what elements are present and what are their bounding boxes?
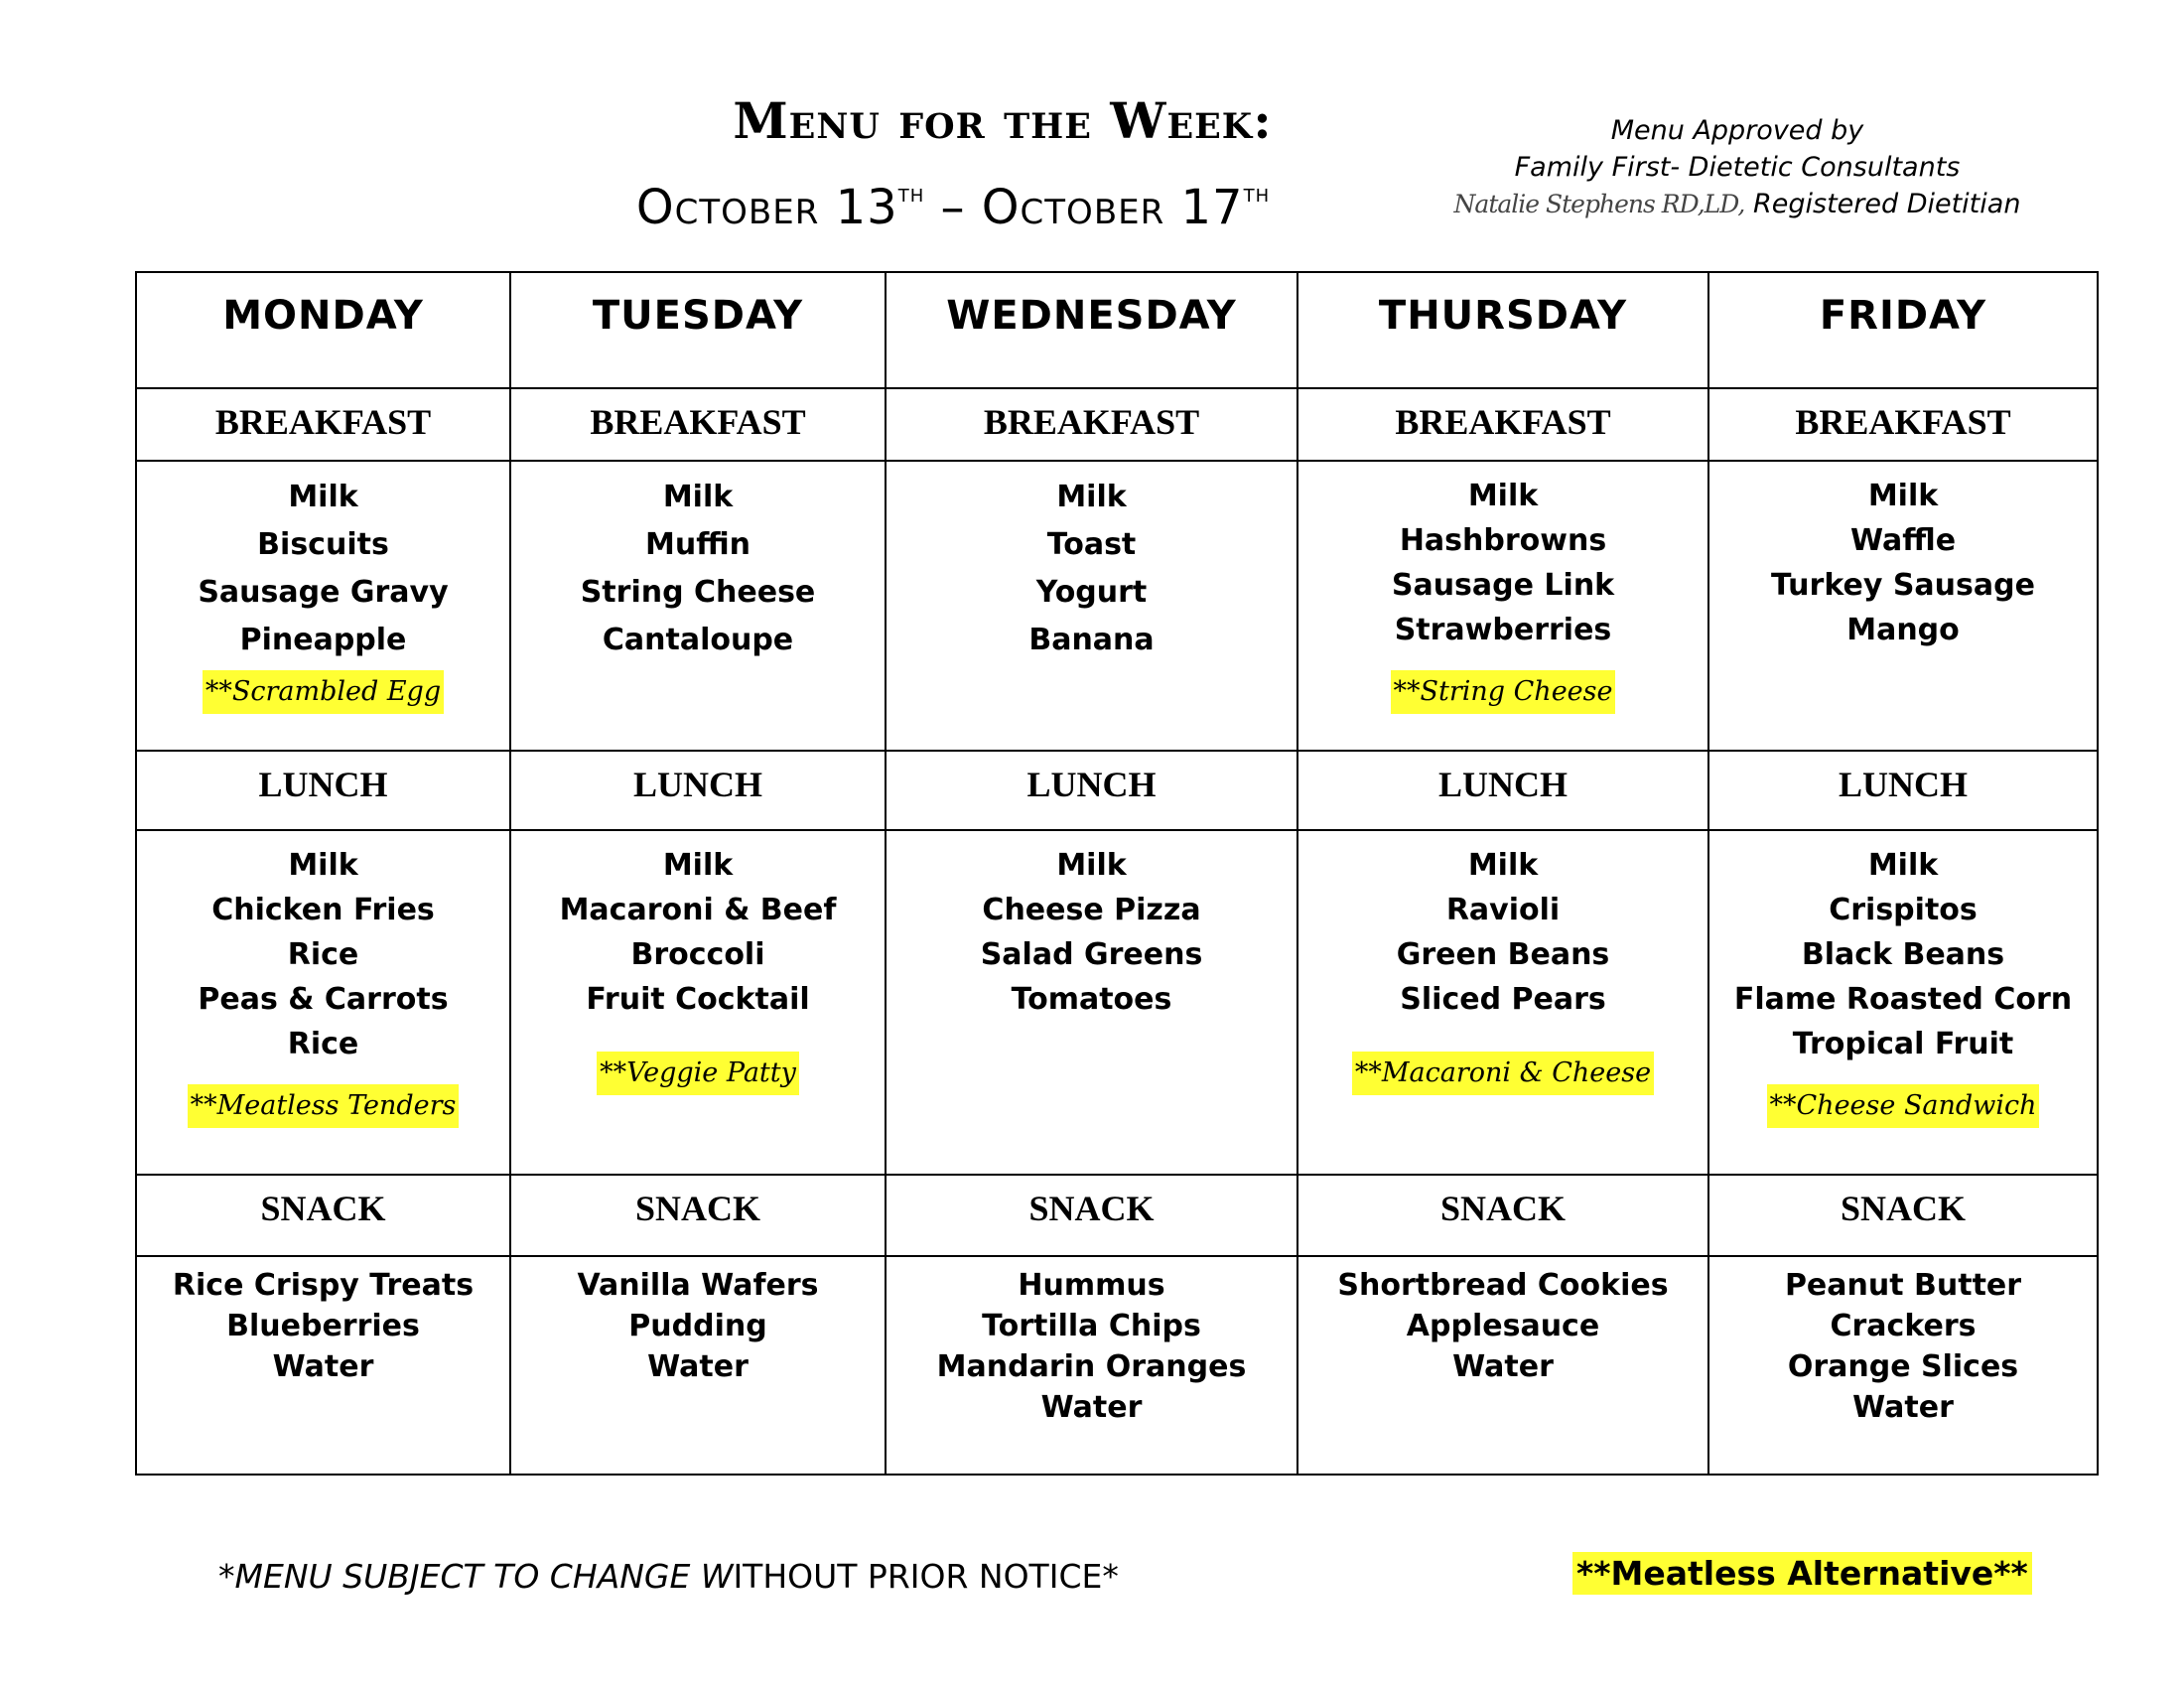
menu-item: Ravioli — [1445, 892, 1561, 927]
day-cell-thursday — [1297, 272, 1708, 388]
menu-item: Crispitos — [1829, 892, 1978, 927]
menu-item: Hashbrowns — [1399, 522, 1607, 558]
day-cell-tuesday — [510, 272, 886, 388]
menu-item: Water — [272, 1349, 374, 1385]
menu-item: Muffin — [644, 526, 751, 562]
breakfast-header-row — [136, 388, 2098, 460]
lunch-items-tuesday — [510, 830, 886, 1175]
approval-line-3 — [1430, 186, 2045, 222]
menu-item: Peanut Butter — [1784, 1268, 2022, 1304]
meatless-alternative: **Meatless Tenders — [188, 1084, 460, 1128]
menu-item: Banana — [1028, 622, 1155, 657]
meatless-alternative: **String Cheese — [1391, 670, 1616, 714]
day-cell-monday — [136, 272, 510, 388]
approval-line-2: Family First- Dietetic Consultants — [1514, 152, 1961, 183]
menu-item: Rice Crispy Treats — [172, 1268, 475, 1304]
start-suffix: th — [897, 179, 925, 209]
meatless-alternative: **Veggie Patty — [597, 1052, 799, 1095]
breakfast-items-thursday — [1297, 461, 1708, 751]
menu-item: Water — [1852, 1390, 1954, 1426]
menu-item: Milk — [662, 847, 734, 883]
snack-label-wednesday: SNACK — [886, 1175, 1297, 1256]
end-suffix: th — [1243, 179, 1271, 209]
approval-line-1: Menu Approved by — [1610, 115, 1864, 146]
dietitian-signature: Natalie Stephens RD,LD, — [1453, 190, 1745, 218]
menu-item: Pineapple — [239, 622, 407, 657]
menu-item: Water — [1452, 1349, 1554, 1385]
breakfast-label-monday: BREAKFAST — [136, 388, 510, 460]
start-month: October — [635, 180, 820, 235]
menu-item: Cheese Pizza — [982, 892, 1201, 927]
breakfast-items-wednesday — [886, 461, 1297, 751]
menu-item: Hummus — [1018, 1268, 1165, 1304]
menu-item: Water — [1040, 1390, 1143, 1426]
day-name-wednesday: WEDNESDAY — [946, 293, 1237, 339]
lunch-header-row — [136, 751, 2098, 830]
lunch-label-monday: LUNCH — [136, 751, 510, 830]
menu-item: Peas & Carrots — [198, 981, 449, 1017]
menu-item: Sausage Gravy — [198, 574, 449, 610]
breakfast-label-tuesday: BREAKFAST — [510, 388, 886, 460]
menu-item: Biscuits — [257, 526, 389, 562]
notice-italic-part: *MENU SUBJECT TO CHANGE W — [218, 1557, 734, 1596]
menu-item: Tomatoes — [1011, 981, 1172, 1017]
menu-item: Turkey Sausage — [1771, 567, 2035, 603]
snack-header-row — [136, 1175, 2098, 1256]
menu-item: Milk — [662, 479, 734, 514]
day-name-thursday: THURSDAY — [1378, 293, 1628, 339]
day-name-friday: FRIDAY — [1819, 293, 1987, 339]
menu-item: Chicken Fries — [211, 892, 435, 927]
menu-item: Vanilla Wafers — [577, 1268, 819, 1304]
menu-item: Milk — [1867, 847, 1939, 883]
end-day: 17 — [1180, 180, 1244, 235]
menu-item: Sausage Link — [1391, 567, 1615, 603]
menu-item: Milk — [1056, 847, 1127, 883]
menu-item: Tropical Fruit — [1792, 1026, 2014, 1061]
breakfast-label-thursday: BREAKFAST — [1297, 388, 1708, 460]
menu-item: Crackers — [1830, 1309, 1977, 1344]
day-header-row — [136, 272, 2098, 388]
menu-item: Strawberries — [1394, 612, 1612, 647]
lunch-label-thursday: LUNCH — [1297, 751, 1708, 830]
page-title: Menu for the Week: — [733, 91, 1273, 150]
lunch-items-wednesday — [886, 830, 1297, 1175]
snack-items-monday — [136, 1256, 510, 1475]
menu-item: Cantaloupe — [602, 622, 794, 657]
snack-label-thursday: SNACK — [1297, 1175, 1708, 1256]
day-cell-wednesday — [886, 272, 1297, 388]
lunch-items-friday — [1708, 830, 2098, 1175]
menu-item: Milk — [288, 847, 358, 883]
breakfast-items-friday — [1708, 461, 2098, 751]
snack-label-tuesday: SNACK — [510, 1175, 886, 1256]
menu-item: Water — [647, 1349, 749, 1385]
menu-item: Macaroni & Beef — [559, 892, 837, 927]
weekly-menu-table — [135, 271, 2099, 1476]
menu-item: Yogurt — [1035, 574, 1148, 610]
snack-items-row — [136, 1256, 2098, 1475]
snack-items-wednesday — [886, 1256, 1297, 1475]
menu-item: Sliced Pears — [1400, 981, 1606, 1017]
snack-label-friday: SNACK — [1708, 1175, 2098, 1256]
dietitian-role: Registered Dietitian — [1752, 189, 2021, 219]
menu-item: Rice — [287, 936, 359, 972]
lunch-label-wednesday: LUNCH — [886, 751, 1297, 830]
menu-change-notice — [218, 1557, 1119, 1596]
lunch-label-friday: LUNCH — [1708, 751, 2098, 830]
meatless-alternative: **Cheese Sandwich — [1767, 1084, 2040, 1128]
snack-label-monday: SNACK — [136, 1175, 510, 1256]
menu-item: Salad Greens — [980, 936, 1203, 972]
menu-item: Fruit Cocktail — [586, 981, 810, 1017]
menu-item: Blueberries — [226, 1309, 420, 1344]
end-month: October — [981, 180, 1165, 235]
snack-items-thursday — [1297, 1256, 1708, 1475]
breakfast-items-monday — [136, 461, 510, 751]
menu-item: Milk — [1467, 847, 1539, 883]
lunch-items-thursday — [1297, 830, 1708, 1175]
meatless-alternative: **Scrambled Egg — [203, 670, 444, 714]
lunch-items-row — [136, 830, 2098, 1175]
menu-item: Broccoli — [630, 936, 765, 972]
day-name-monday: MONDAY — [222, 293, 424, 339]
menu-item: Milk — [1867, 478, 1939, 513]
menu-item: Tortilla Chips — [982, 1309, 1201, 1344]
menu-item: Mango — [1846, 612, 1960, 647]
day-name-tuesday: TUESDAY — [592, 293, 804, 339]
snack-items-friday — [1708, 1256, 2098, 1475]
menu-item: Black Beans — [1801, 936, 2005, 972]
menu-item: Waffle — [1849, 522, 1957, 558]
menu-item: Shortbread Cookies — [1337, 1268, 1669, 1304]
breakfast-label-friday: BREAKFAST — [1708, 388, 2098, 460]
meatless-legend: **Meatless Alternative** — [1572, 1552, 2032, 1595]
menu-item: Milk — [1056, 479, 1127, 514]
menu-item: Applesauce — [1406, 1309, 1600, 1344]
menu-item: Milk — [288, 479, 358, 514]
date-range — [516, 179, 1390, 235]
start-day: 13 — [835, 180, 898, 235]
breakfast-label-wednesday: BREAKFAST — [886, 388, 1297, 460]
lunch-items-monday — [136, 830, 510, 1175]
menu-item: Green Beans — [1396, 936, 1610, 972]
menu-item: Flame Roasted Corn — [1733, 981, 2073, 1017]
menu-item: Rice — [287, 1026, 359, 1061]
menu-item: Pudding — [628, 1309, 767, 1344]
day-cell-friday — [1708, 272, 2098, 388]
snack-items-tuesday — [510, 1256, 886, 1475]
lunch-label-tuesday: LUNCH — [510, 751, 886, 830]
menu-item: Toast — [1046, 526, 1137, 562]
menu-item: String Cheese — [580, 574, 816, 610]
menu-item: Mandarin Oranges — [936, 1349, 1247, 1385]
date-separator: – — [940, 180, 966, 235]
breakfast-items-row — [136, 461, 2098, 751]
meatless-alternative: **Macaroni & Cheese — [1352, 1052, 1654, 1095]
menu-item: Orange Slices — [1787, 1349, 2019, 1385]
breakfast-items-tuesday — [510, 461, 886, 751]
menu-item: Milk — [1467, 478, 1539, 513]
notice-rest-part: ITHOUT PRIOR NOTICE* — [733, 1557, 1119, 1596]
approval-block — [1430, 112, 2045, 222]
